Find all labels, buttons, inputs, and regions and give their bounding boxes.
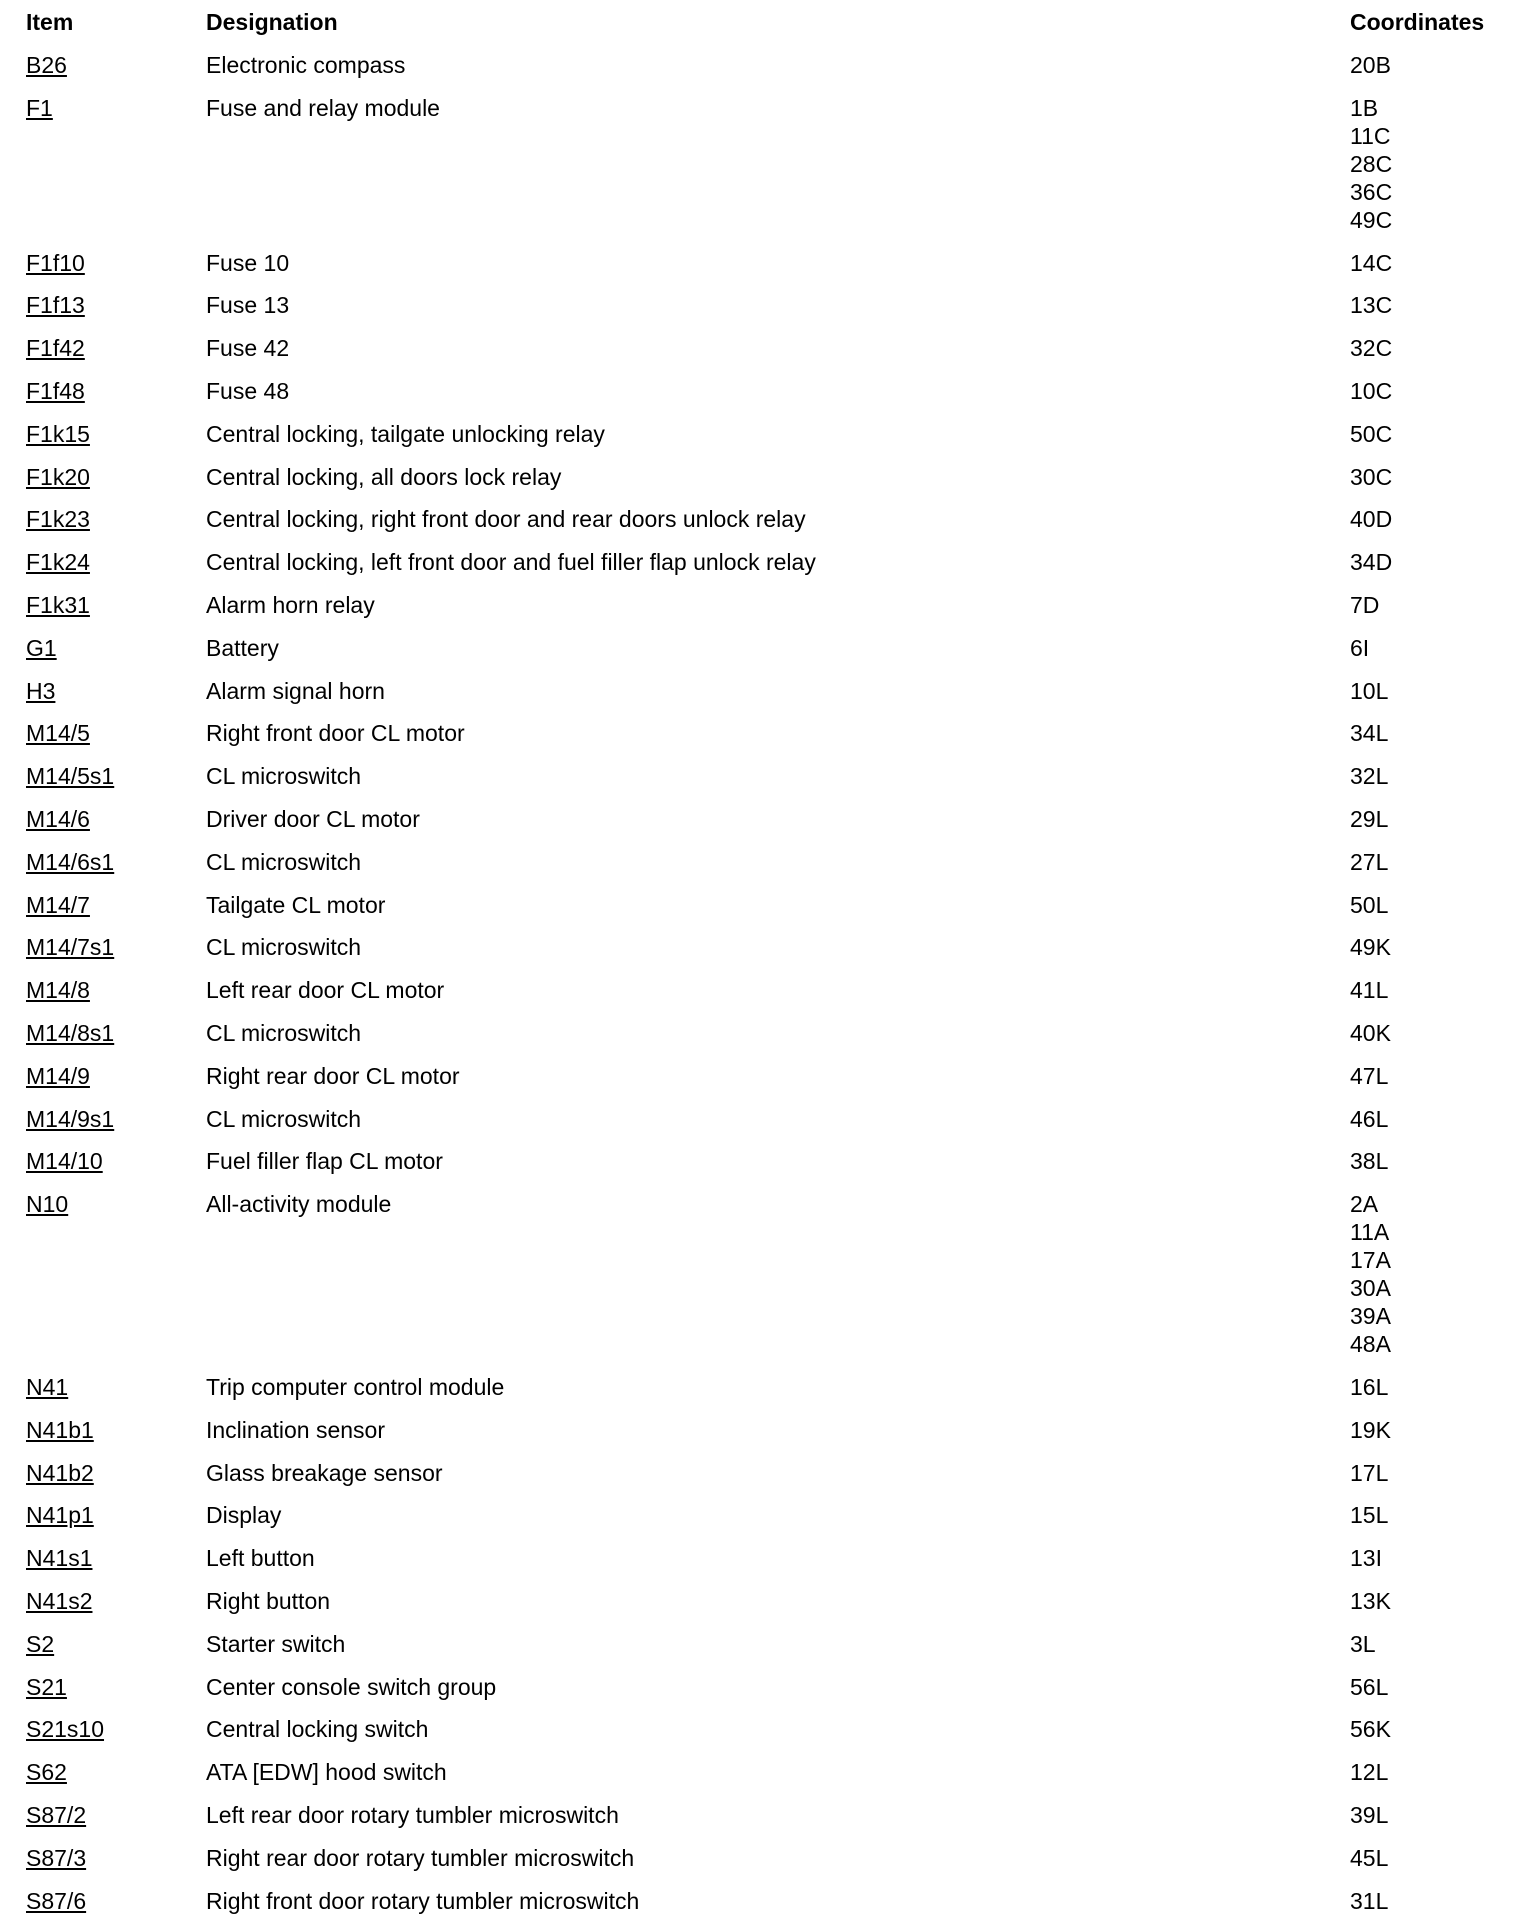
- item-link[interactable]: F1k24: [26, 549, 90, 576]
- coordinates-cell: [1350, 805, 1388, 833]
- coordinate-value: 49C: [1350, 206, 1393, 233]
- item-link[interactable]: M14/6: [26, 806, 90, 832]
- coordinate-value: 12L: [1350, 1759, 1389, 1786]
- designation-text: Trip computer control module: [206, 1374, 505, 1400]
- coordinates-cell: [1350, 1801, 1388, 1829]
- item-link[interactable]: M14/8: [26, 977, 90, 1004]
- coordinate-value: 40D: [1350, 506, 1393, 533]
- item-column-header: Item: [26, 9, 74, 35]
- item-link[interactable]: F1k31: [26, 592, 90, 618]
- item-link[interactable]: M14/9s1: [26, 1105, 115, 1132]
- coordinates-cell: [1350, 976, 1388, 1004]
- coordinate-value: 17A: [1350, 1247, 1391, 1274]
- coordinate-value: 6I: [1350, 634, 1370, 661]
- designation-text: CL microswitch: [206, 848, 362, 875]
- item-link[interactable]: S21: [26, 1673, 67, 1700]
- designation-text: Right button: [206, 1588, 331, 1614]
- coordinates-cell: [1350, 1758, 1388, 1786]
- coordinates-cell: [1350, 1887, 1388, 1915]
- coordinates-cell: [1350, 505, 1392, 533]
- coordinate-value: 50C: [1350, 420, 1393, 447]
- coordinate-value: 30A: [1350, 1275, 1391, 1302]
- designation-text: Starter switch: [206, 1630, 346, 1657]
- coordinates-cell: [1350, 334, 1392, 362]
- coordinate-value: 31L: [1350, 1887, 1389, 1914]
- coordinate-value: 2A: [1350, 1191, 1379, 1218]
- coordinates-cell: [1350, 1105, 1388, 1133]
- coordinates-cell: [1350, 1459, 1388, 1487]
- item-link[interactable]: N41p1: [26, 1502, 94, 1529]
- coordinates-cell: [1350, 1019, 1391, 1047]
- coordinates-cell: [1350, 933, 1391, 961]
- coordinates-cell: [1350, 677, 1388, 705]
- coordinates-cell: [1350, 420, 1392, 448]
- coordinate-value: 10C: [1350, 378, 1393, 404]
- designation-text: Alarm horn relay: [206, 592, 375, 618]
- coordinates-cell: [1350, 1844, 1388, 1872]
- designation-text: Right rear door CL motor: [206, 1062, 460, 1089]
- item-link[interactable]: N10: [26, 1191, 69, 1218]
- item-link[interactable]: F1k23: [26, 506, 90, 533]
- item-link[interactable]: S87/3: [26, 1844, 87, 1871]
- item-link[interactable]: N41b1: [26, 1416, 94, 1443]
- designation-text: ATA [EDW] hood switch: [206, 1759, 447, 1786]
- designation-column-header: Designation: [206, 9, 338, 35]
- coordinate-value: 39L: [1350, 1802, 1389, 1828]
- coordinates-cell: [1350, 1501, 1388, 1529]
- coordinates-cell: [1350, 891, 1388, 919]
- item-link[interactable]: F1f13: [26, 292, 85, 319]
- item-link[interactable]: N41s2: [26, 1588, 93, 1614]
- item-link[interactable]: M14/5s1: [26, 763, 115, 790]
- coordinates-cell: [1350, 762, 1388, 790]
- coordinate-value: 11C: [1350, 122, 1391, 149]
- item-link[interactable]: S21s10: [26, 1716, 105, 1743]
- designation-text: Central locking, right front door and rear doors unlock relay: [206, 506, 806, 533]
- coordinates-cell: [1350, 51, 1391, 79]
- coordinates-cell: [1350, 591, 1379, 619]
- coordinates-cell: [1350, 1630, 1376, 1658]
- coordinate-value: 10L: [1350, 677, 1389, 704]
- coordinate-value: 47L: [1350, 1062, 1389, 1089]
- coordinate-value: 48A: [1350, 1331, 1391, 1358]
- coordinate-value: 32L: [1350, 763, 1389, 790]
- coordinate-value: 36C: [1350, 178, 1393, 205]
- coordinates-cell: [1350, 377, 1392, 405]
- coordinates-cell: [1350, 1147, 1388, 1175]
- coordinate-value: 3L: [1350, 1630, 1376, 1657]
- designation-text: Glass breakage sensor: [206, 1459, 443, 1486]
- coordinates-cell: [1350, 719, 1388, 747]
- coordinate-value: 7D: [1350, 592, 1380, 618]
- coordinate-value: 34L: [1350, 720, 1389, 747]
- designation-text: Central locking, all doors lock relay: [206, 463, 562, 490]
- designation-text: Right rear door rotary tumbler microswitch: [206, 1844, 635, 1871]
- coordinate-value: 14C: [1350, 249, 1393, 276]
- coordinate-value: 11A: [1350, 1219, 1390, 1246]
- coordinate-value: 15L: [1350, 1502, 1389, 1529]
- coordinates-cell: [1350, 1062, 1388, 1090]
- designation-text: Fuse 48: [206, 378, 290, 404]
- item-link[interactable]: F1f10: [26, 249, 85, 276]
- item-link[interactable]: S62: [26, 1759, 67, 1786]
- designation-text: Left button: [206, 1545, 315, 1572]
- designation-text: Electronic compass: [206, 52, 406, 78]
- coordinate-value: 30C: [1350, 463, 1393, 490]
- coordinate-value: 56K: [1350, 1716, 1391, 1743]
- designation-text: Central locking, left front door and fuel filler flap unlock relay: [206, 549, 816, 576]
- coordinate-value: 40K: [1350, 1020, 1391, 1046]
- designation-text: Left rear door rotary tumbler microswitch: [206, 1802, 619, 1828]
- designation-text: All-activity module: [206, 1191, 392, 1218]
- designation-text: Alarm signal horn: [206, 677, 385, 704]
- item-link[interactable]: M14/8s1: [26, 1020, 115, 1046]
- coordinates-cell: [1350, 463, 1392, 491]
- item-link[interactable]: S2: [26, 1630, 55, 1657]
- item-link[interactable]: F1f48: [26, 378, 85, 404]
- coordinates-cell: [1350, 1673, 1388, 1701]
- designation-text: Display: [206, 1502, 282, 1529]
- designation-text: Fuel filler flap CL motor: [206, 1148, 443, 1175]
- item-link[interactable]: N41: [26, 1374, 69, 1400]
- item-link[interactable]: N41b2: [26, 1459, 94, 1486]
- designation-text: Left rear door CL motor: [206, 977, 445, 1004]
- coordinate-value: 27L: [1350, 848, 1389, 875]
- item-link[interactable]: M14/7: [26, 891, 90, 918]
- coordinate-value: 13I: [1350, 1545, 1382, 1572]
- designation-text: Central locking switch: [206, 1716, 429, 1743]
- coordinate-value: 41L: [1350, 977, 1389, 1004]
- coordinate-value: 34D: [1350, 549, 1393, 576]
- coordinate-value: 13C: [1350, 292, 1393, 319]
- coordinate-value: 39A: [1350, 1303, 1391, 1330]
- item-link[interactable]: S87/6: [26, 1887, 87, 1914]
- item-link[interactable]: F1: [26, 94, 53, 121]
- coordinates-cell: [1350, 291, 1392, 319]
- coordinate-value: 28C: [1350, 150, 1393, 177]
- coordinates-cell: [1350, 94, 1392, 234]
- item-link[interactable]: M14/10: [26, 1148, 103, 1175]
- item-link[interactable]: M14/7s1: [26, 934, 115, 961]
- item-link[interactable]: S87/2: [26, 1802, 87, 1828]
- designation-text: Fuse 13: [206, 292, 290, 319]
- item-link[interactable]: M14/5: [26, 720, 90, 747]
- coordinate-value: 38L: [1350, 1148, 1389, 1175]
- designation-text: Fuse 42: [206, 335, 290, 362]
- item-link[interactable]: M14/6s1: [26, 848, 115, 875]
- item-link[interactable]: B26: [26, 52, 67, 78]
- designation-text: Right front door rotary tumbler microswitch: [206, 1887, 640, 1914]
- designation-text: Center console switch group: [206, 1673, 497, 1700]
- coordinates-cell: [1350, 548, 1392, 576]
- coordinates-cell: [1350, 1587, 1391, 1615]
- designation-text: CL microswitch: [206, 934, 362, 961]
- coordinates-cell: [1350, 1715, 1391, 1743]
- item-link[interactable]: F1k20: [26, 463, 90, 490]
- item-link[interactable]: F1f42: [26, 335, 85, 362]
- coordinates-cell: [1350, 1190, 1391, 1358]
- designation-text: CL microswitch: [206, 763, 362, 790]
- coordinates-column-header: Coordinates: [1350, 9, 1485, 35]
- designation-text: Right front door CL motor: [206, 720, 465, 747]
- coordinate-value: 46L: [1350, 1105, 1389, 1132]
- coordinates-cell: [1350, 1544, 1382, 1572]
- coordinates-cell: [1350, 249, 1392, 277]
- designation-text: Central locking, tailgate unlocking relay: [206, 420, 605, 447]
- designation-text: Inclination sensor: [206, 1416, 385, 1443]
- coordinate-value: 32C: [1350, 335, 1393, 362]
- designation-text: Fuse 10: [206, 249, 290, 276]
- designation-text: CL microswitch: [206, 1105, 362, 1132]
- coordinates-cell: [1350, 634, 1369, 662]
- designation-text: Battery: [206, 634, 279, 661]
- item-link[interactable]: F1k15: [26, 420, 90, 447]
- designation-text: Tailgate CL motor: [206, 891, 386, 918]
- designation-text: Fuse and relay module: [206, 94, 440, 121]
- coordinate-value: 13K: [1350, 1588, 1391, 1614]
- coordinates-cell: [1350, 1373, 1388, 1401]
- coordinates-cell: [1350, 848, 1388, 876]
- designation-text: CL microswitch: [206, 1020, 362, 1046]
- coordinate-value: 20B: [1350, 52, 1391, 78]
- coordinate-value: 50L: [1350, 891, 1389, 918]
- coordinate-value: 29L: [1350, 806, 1389, 832]
- coordinate-value: 16L: [1350, 1374, 1389, 1400]
- item-link[interactable]: M14/9: [26, 1062, 90, 1089]
- coordinate-value: 49K: [1350, 934, 1391, 961]
- coordinate-value: 56L: [1350, 1673, 1389, 1700]
- designation-text: Driver door CL motor: [206, 806, 420, 832]
- item-link[interactable]: G1: [26, 634, 57, 661]
- coordinate-value: 1B: [1350, 94, 1379, 121]
- coordinate-value: 45L: [1350, 1844, 1389, 1871]
- item-link[interactable]: N41s1: [26, 1545, 93, 1572]
- coordinate-value: 19K: [1350, 1416, 1391, 1443]
- coordinates-cell: [1350, 1416, 1391, 1444]
- item-link[interactable]: H3: [26, 677, 56, 704]
- coordinate-value: 17L: [1350, 1459, 1389, 1486]
